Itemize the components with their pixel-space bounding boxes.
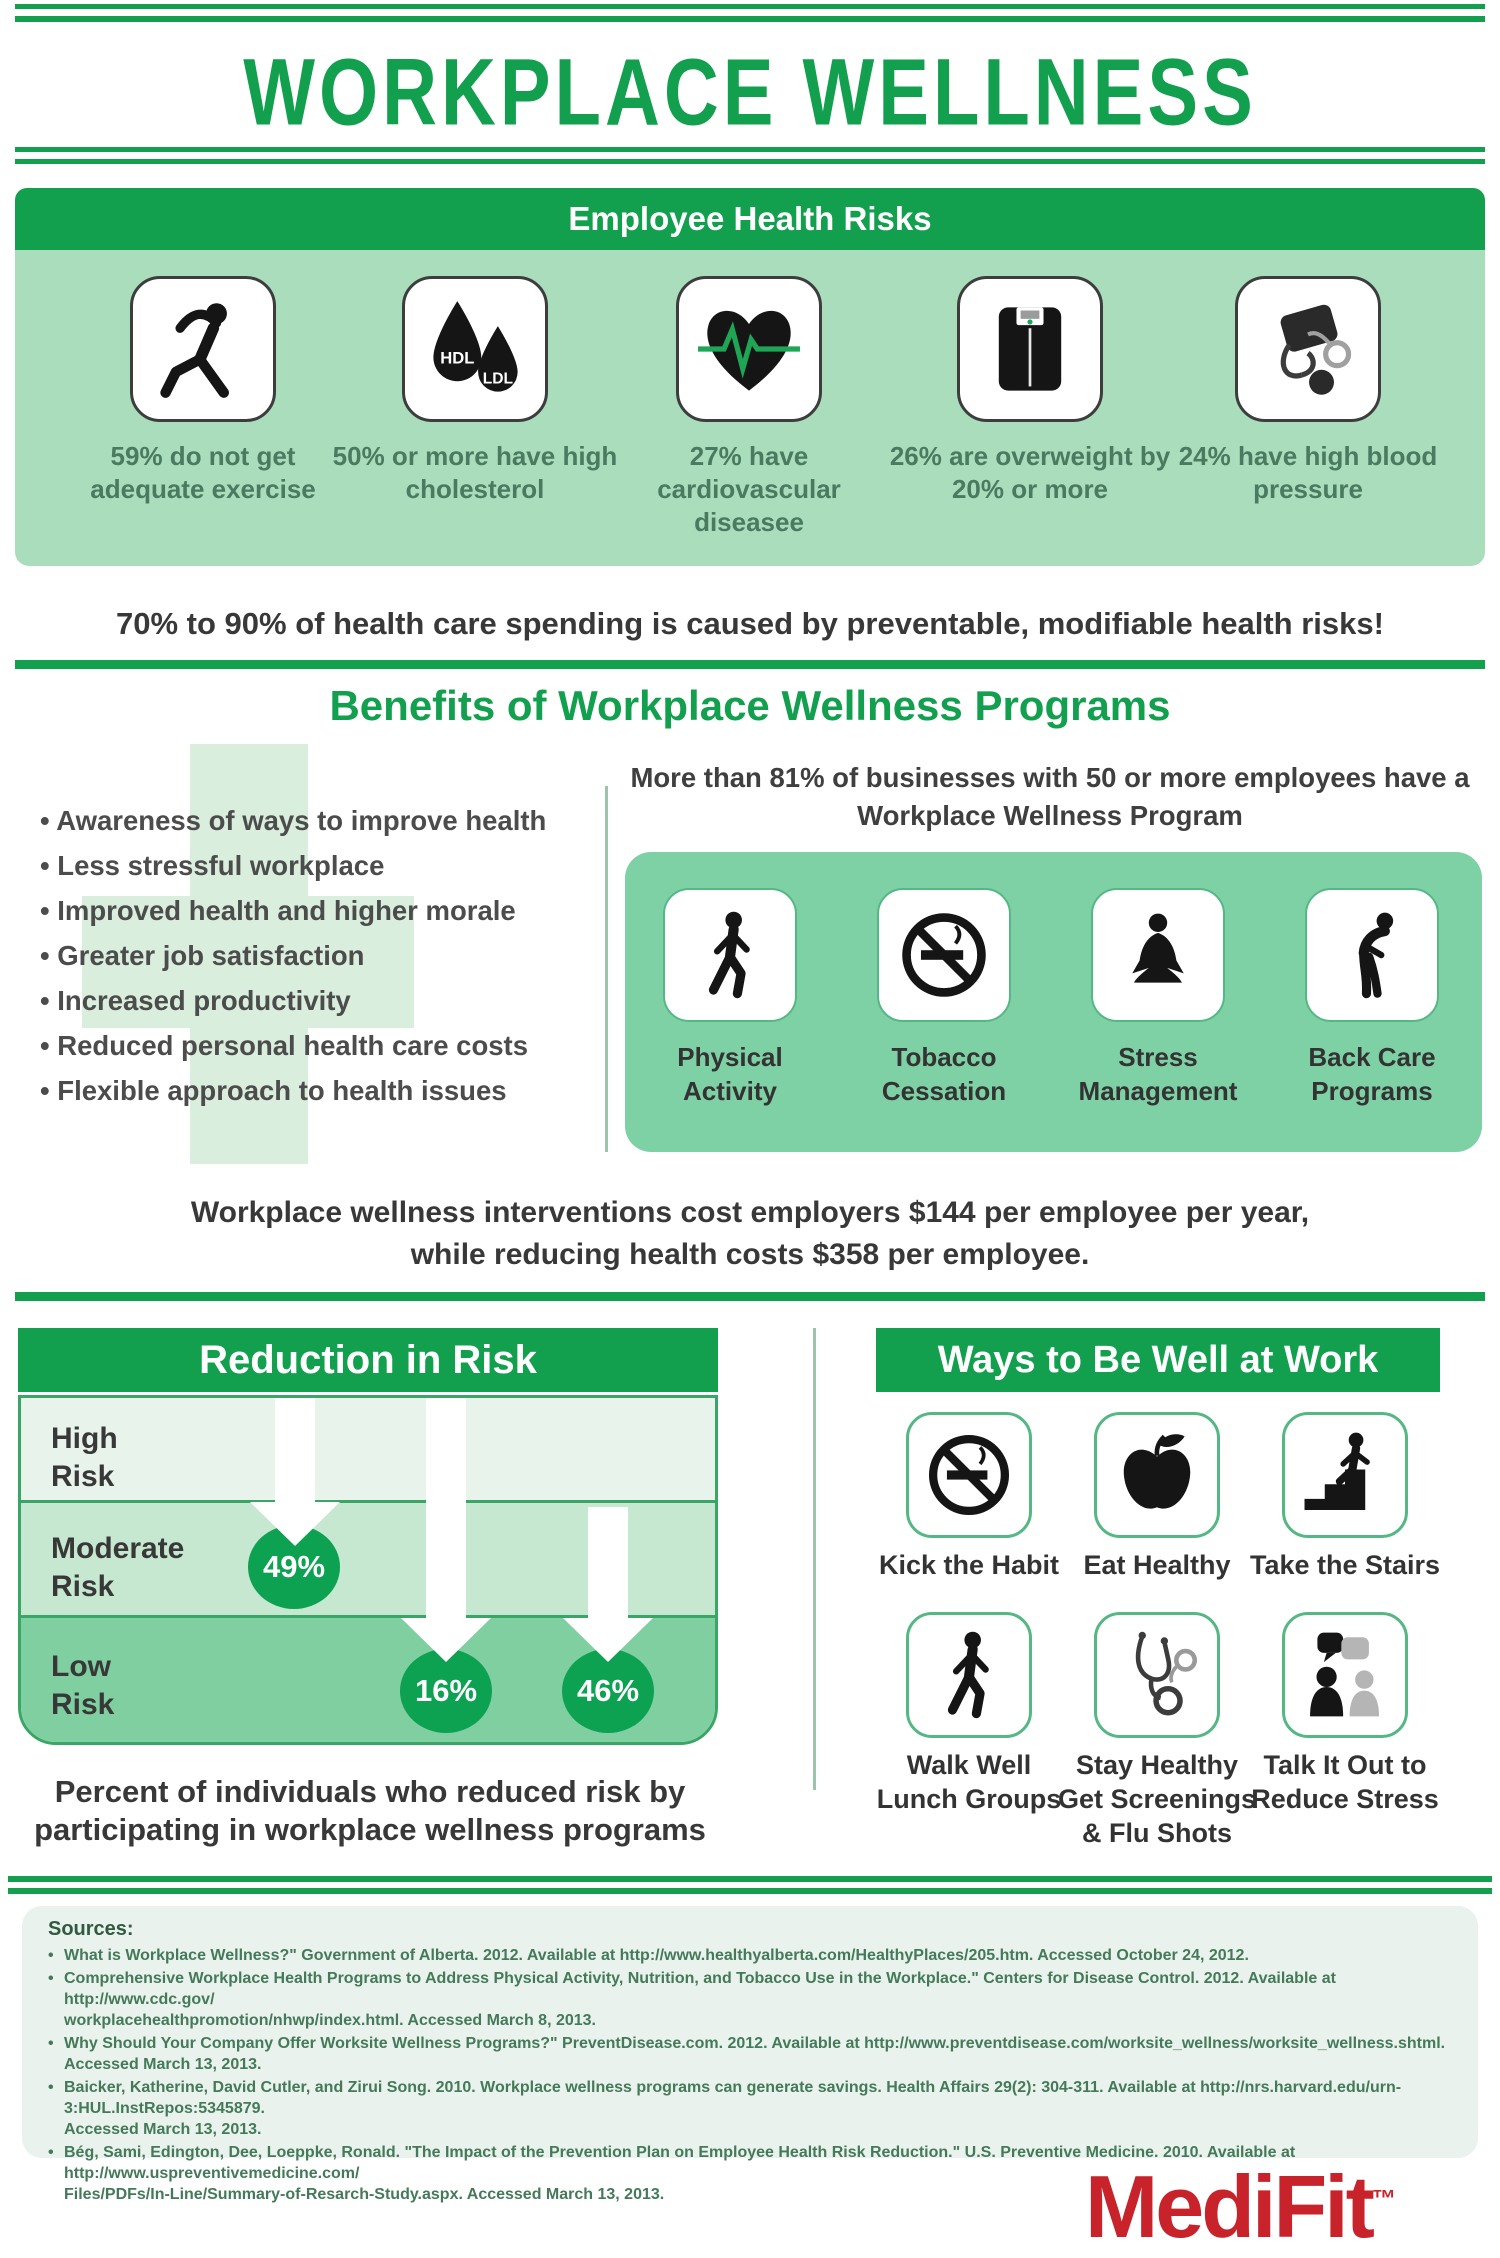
risk-reduction-chart <box>18 1395 718 1745</box>
medifit-logo: MediFit™ <box>1085 2157 1393 2256</box>
benefits-bullet-list <box>40 798 600 1113</box>
back-pain-person-icon <box>1326 909 1418 1001</box>
physical-activity-tile <box>663 888 797 1022</box>
page-title: WORKPLACE WELLNESS <box>243 39 1257 146</box>
no-smoking-icon <box>896 907 992 1003</box>
source-item: • Baicker, Katherine, David Cutler, and Zirui Song. 2010. Workplace wellness programs can generate savings. Health Affairs 29(2): 304-311. Available at http://nrs.harvard.edu/urn-3:HUL.InstRepos:5345879. Accessed March 13, 2013. <box>48 2079 1402 2138</box>
back-care-tile <box>1305 888 1439 1022</box>
stairs-climb-icon <box>1299 1429 1391 1521</box>
risk-reduction-caption: Percent of individuals who reduced risk by participating in workplace wellness programs <box>34 1774 706 1847</box>
arrow-shaft <box>275 1398 315 1504</box>
risk-value-16: 16% <box>400 1649 492 1733</box>
screenings-tile <box>1094 1612 1220 1738</box>
weight-scale-icon <box>978 297 1082 401</box>
program-label: Back Care Programs <box>1308 1042 1436 1106</box>
high-risk-band <box>21 1398 715 1500</box>
title-rule-1 <box>15 147 1485 152</box>
source-item: • Why Should Your Company Offer Worksite Wellness Programs?" PreventDisease.com. 2012. Available at http://www.preventdisease.com/worksite_wellness/worksite_wellness.shtml. Accessed March 13, 2013. <box>48 2035 1446 2073</box>
benefit-bullet: • Greater job satisfaction <box>40 940 365 971</box>
way-label: Kick the Habit <box>878 1550 1060 1580</box>
kick-habit-tile <box>906 1412 1032 1538</box>
way-label: Walk Well Lunch Groups <box>876 1750 1062 1814</box>
top-rule-1 <box>15 4 1485 9</box>
walk-well-tile <box>906 1612 1032 1738</box>
risk-reduction-header: Reduction in Risk <box>18 1328 718 1392</box>
stretching-person-icon <box>151 297 255 401</box>
high-risk-label: High Risk <box>51 1422 118 1493</box>
cost-statement-line1: Workplace wellness interventions cost employers $144 per employee per year, <box>190 1196 1310 1229</box>
stat-81-line1: More than 81% of businesses with 50 or more employees have a <box>630 762 1470 793</box>
risk-caption: 27% have cardiovascular diseasee <box>657 441 841 537</box>
tobacco-cessation-tile <box>877 888 1011 1022</box>
apple-icon <box>1111 1429 1203 1521</box>
benefit-bullet: • Improved health and higher morale <box>40 895 516 926</box>
cost-statement-line2: while reducing health costs $358 per employee. <box>410 1238 1090 1271</box>
source-item: • Comprehensive Workplace Health Programs to Address Physical Activity, Nutrition, and Tobacco Use in the Workplace." Centers for Disease Control. 2012. Available at http://www.cdc.gov/ workplacehealthpromotion/nhwp/index.html. Accessed March 8, 2013. <box>48 1970 1336 2029</box>
benefits-header: Benefits of Workplace Wellness Programs <box>329 682 1171 729</box>
svg-text:HDL: HDL <box>440 348 475 368</box>
ways-header: Ways to Be Well at Work <box>876 1328 1440 1392</box>
trademark-symbol: ™ <box>1371 2185 1393 2213</box>
take-stairs-tile <box>1282 1412 1408 1538</box>
cholesterol-drops-icon <box>423 297 527 401</box>
source-item: • Bég, Sami, Edington, Dee, Loeppke, Ronald. "The Impact of the Prevention Plan on Employee Health Risk Reduction." U.S. Preventive Medicine. 2010. Available at http://www.uspreventivemedicine.com/ Files/PDFs/In-Line/Summary-of-Resarch-Study.aspx. Accessed March 13, 2013. <box>48 2144 1296 2203</box>
talking-people-icon <box>1299 1629 1391 1721</box>
down-arrow-icon <box>250 1502 340 1546</box>
source-item: • What is Workplace Wellness?" Government of Alberta. 2012. Available at http://www.healthyalberta.com/HealthyPlaces/205.htm. Accessed October 24, 2012. <box>48 1947 1249 1964</box>
stat-81-line2: Workplace Wellness Program <box>857 800 1243 831</box>
title-rule-2 <box>15 159 1485 164</box>
risk-value-49: 49% <box>248 1525 340 1609</box>
bottom-rule-1 <box>8 1876 1492 1882</box>
section-rule <box>15 1292 1485 1301</box>
meditation-icon <box>1112 909 1204 1001</box>
no-smoking-icon <box>923 1429 1015 1521</box>
low-risk-label: Low Risk <box>51 1650 115 1721</box>
sources-header: Sources: <box>48 1918 134 1940</box>
talk-it-out-tile <box>1282 1612 1408 1738</box>
way-label: Talk It Out to Reduce Stress <box>1251 1750 1439 1814</box>
stress-management-tile <box>1091 888 1225 1022</box>
benefit-bullet: • Flexible approach to health issues <box>40 1075 507 1106</box>
risk-caption: 59% do not get adequate exercise <box>90 441 316 504</box>
section-rule <box>15 660 1485 669</box>
benefit-bullet: • Less stressful workplace <box>40 850 385 881</box>
overweight-tile <box>957 276 1103 422</box>
arrow-shaft <box>426 1398 466 1620</box>
benefit-bullet: • Reduced personal health care costs <box>40 1030 529 1061</box>
way-label: Eat Healthy <box>1083 1550 1231 1580</box>
top-rule-2 <box>15 16 1485 22</box>
benefit-bullet: • Awareness of ways to improve health <box>40 805 547 836</box>
program-label: Tobacco Cessation <box>881 1042 1007 1106</box>
down-arrow-icon <box>401 1618 491 1662</box>
program-label: Stress Management <box>1078 1042 1238 1106</box>
way-label: Take the Stairs <box>1249 1550 1441 1580</box>
way-label: Stay Healthy Get Screenings & Flu Shots <box>1057 1750 1257 1848</box>
walking-person-icon <box>923 1629 1015 1721</box>
stethoscope-icon <box>1111 1629 1203 1721</box>
risk-caption: 24% have high blood pressure <box>1178 441 1438 504</box>
walking-person-icon <box>684 909 776 1001</box>
benefits-divider <box>605 786 608 1152</box>
blood-pressure-icon <box>1256 297 1360 401</box>
risk-value-46: 46% <box>562 1649 654 1733</box>
arrow-shaft <box>588 1507 628 1620</box>
moderate-risk-label: Moderate Risk <box>51 1532 185 1603</box>
column-divider <box>813 1328 816 1790</box>
heart-pulse-icon <box>697 297 801 401</box>
cardio-tile <box>676 276 822 422</box>
program-label: Physical Activity <box>677 1042 783 1106</box>
svg-text:LDL: LDL <box>482 370 514 388</box>
risk-caption: 26% are overweight by 20% or more <box>889 441 1171 504</box>
spending-statement: 70% to 90% of health care spending is caused by preventable, modifiable health risks! <box>116 606 1384 641</box>
health-risks-header: Employee Health Risks <box>15 188 1485 250</box>
sources-box <box>22 1906 1478 2203</box>
eat-healthy-tile <box>1094 1412 1220 1538</box>
cholesterol-tile <box>402 276 548 422</box>
benefit-bullet: • Increased productivity <box>40 985 351 1016</box>
exercise-tile <box>130 276 276 422</box>
down-arrow-icon <box>563 1618 653 1662</box>
blood-pressure-tile <box>1235 276 1381 422</box>
risk-caption: 50% or more have high cholesterol <box>332 441 618 504</box>
bottom-rule-2 <box>8 1888 1492 1894</box>
